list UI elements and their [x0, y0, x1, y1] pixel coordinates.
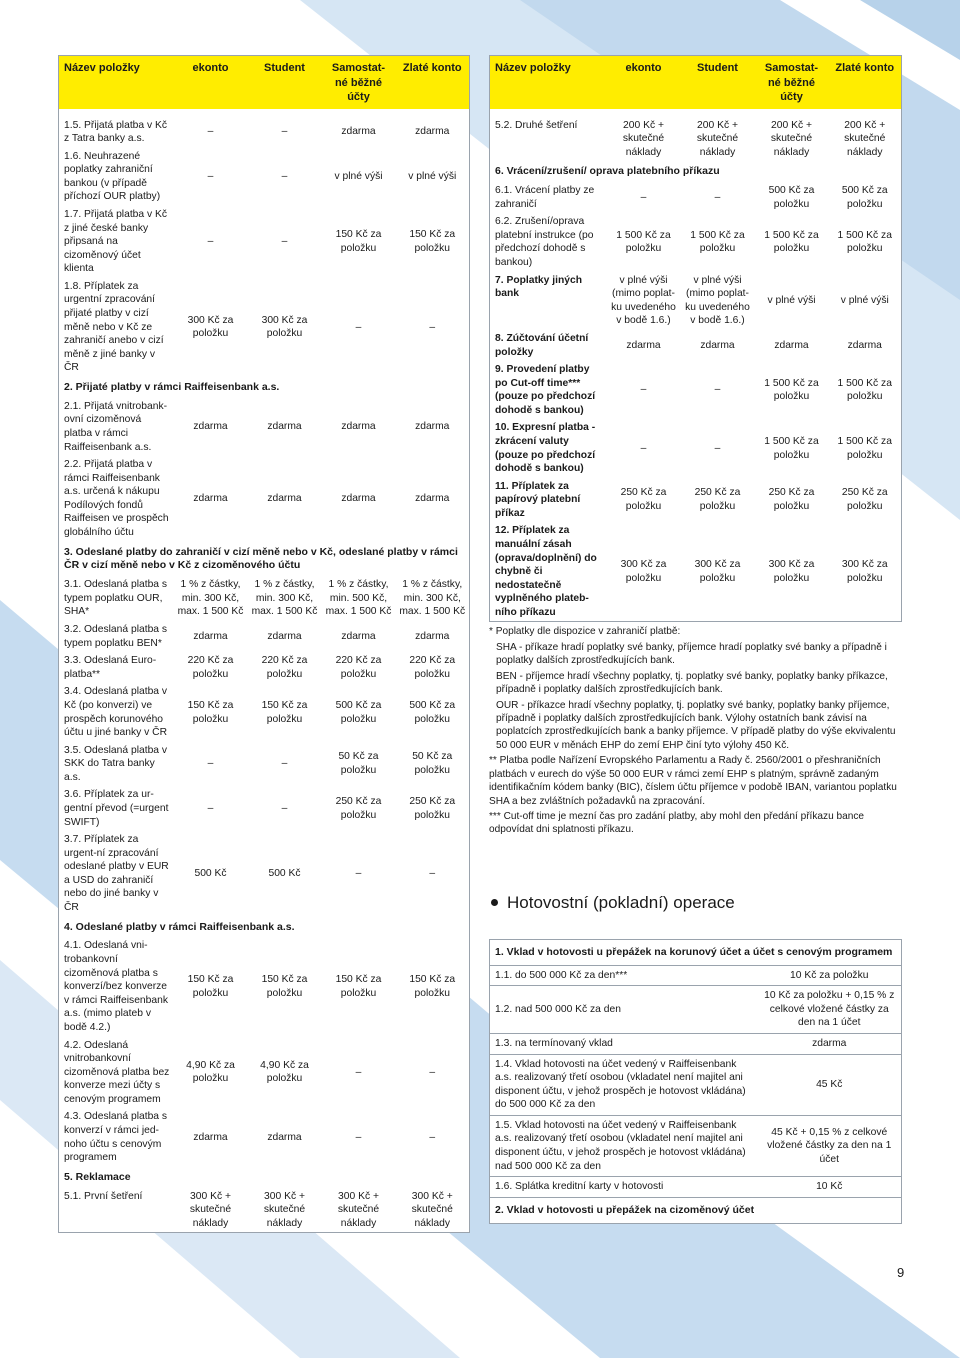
spacer-cell: [59, 109, 470, 117]
item-name: 3.7. Příplatek za urgent-ní zpracování odeslané platby v EUR a USD do zahraničí nebo do jiné banky v ČR: [64, 834, 169, 914]
table-row: [490, 272, 902, 330]
header-gold-account: Zlaté konto: [396, 56, 470, 109]
fee-value: 50 Kč za položku: [338, 751, 379, 777]
fee-value: –: [281, 802, 288, 814]
left-column: [58, 55, 469, 1233]
header-student: Student: [681, 56, 755, 109]
section-row: [490, 161, 902, 182]
fee-value: 250 Kč za položku: [335, 796, 382, 821]
fee-value: zdarma: [193, 1131, 228, 1143]
table-row: [59, 786, 470, 831]
fee-value: 200 Kč + skutečné náklady: [844, 119, 886, 158]
fee-value: –: [355, 1066, 362, 1078]
fee-value: 220 Kč za položku: [261, 655, 308, 680]
cash-section-1: [490, 939, 902, 965]
item-name: 3.2. Odeslaná platba s typem poplatku BEN*: [64, 624, 168, 649]
fee-value: –: [207, 758, 214, 770]
cash-item-fee: 10 Kč za položku + 0,15 % z celkové vložené částky za den na 1 účet: [758, 986, 902, 1034]
section-row: [59, 1167, 470, 1188]
fee-value: v plné výši: [408, 171, 457, 183]
fee-value: 250 Kč za položku: [409, 796, 456, 821]
fee-value: zdarma: [415, 421, 450, 433]
cash-row: [490, 1054, 902, 1115]
cash-item-fee: 45 Kč: [758, 1054, 902, 1115]
fee-value: zdarma: [341, 126, 376, 138]
section-title: 2. Přijaté platby v rámci Raiffeisenbank a.s.: [64, 380, 280, 393]
section-row: [59, 377, 470, 398]
fee-table-right: [489, 55, 902, 622]
fee-value: 1 % z částky, min. 300 Kč, max. 1 500 Kč: [177, 579, 244, 618]
item-name: 3.3. Odeslaná Euro-platba**: [64, 655, 157, 680]
header-item-name: Název položky: [490, 56, 607, 109]
fee-value: –: [429, 1131, 436, 1143]
cash-item-fee: 45 Kč + 0,15 % z celkové vložené částky za den na 1 účet: [758, 1115, 902, 1176]
item-name: 8. Zúčtování účetní položky: [495, 332, 589, 358]
fee-value: –: [281, 758, 288, 770]
item-name: 2.2. Přijatá platba v rámci Raiffeisenbank a.s. určená k nákupu Podílových fondů Raiffeisen ve prospěch globálního účtu: [64, 459, 169, 539]
item-name: 12. Příplatek za manuální zásah (oprava/doplnění) do chybně či nedostatečně vyplněného plateb-ního příkazu: [495, 525, 597, 618]
cash-item-name: 1.6. Splátka kreditní karty v hotovosti: [490, 1177, 758, 1198]
item-name: 5.2. Druhé šetření: [495, 119, 578, 131]
table-row: [59, 621, 470, 652]
fee-value: –: [640, 442, 647, 454]
fee-value: 300 Kč za položku: [187, 314, 234, 340]
table-row: [59, 1037, 470, 1109]
cash-row: [490, 965, 902, 986]
fee-value: 150 Kč za položku: [335, 974, 382, 999]
fee-value: –: [281, 171, 288, 183]
section-row: [59, 917, 470, 938]
item-name: 4.2. Odeslaná vnitrobankovní cizoměnová platba bez konverze mezi účty s cenovým programem: [64, 1039, 170, 1105]
fee-value: –: [207, 171, 214, 183]
fee-value: 300 Kč za položku: [261, 314, 308, 340]
item-name: 6.1. Vrácení platby ze zahraničí: [495, 185, 595, 210]
fee-value: zdarma: [415, 630, 450, 642]
item-name: 5.1. První šetření: [64, 1190, 143, 1202]
fee-value: zdarma: [193, 421, 228, 433]
cash-item-name: 1.4. Vklad hotovosti na účet vedený v Raiffeisenbank a.s. realizovaný třetí osobou (vkladatel není majitel ani disponent účtu, v jehož prospěch je hotovost vkládána) do 500 000 Kč za den: [490, 1054, 758, 1115]
fee-value: 50 Kč za položku: [412, 751, 453, 777]
cash-item-fee: 10 Kč: [758, 1177, 902, 1198]
fee-value: v plné výši: [767, 294, 816, 306]
table-row: [490, 330, 902, 361]
fee-value: 300 Kč + skutečné náklady: [263, 1190, 306, 1229]
fee-value: –: [207, 236, 214, 248]
fee-value: 200 Kč + skutečné náklady: [622, 119, 665, 158]
fee-value: 300 Kč za položku: [841, 559, 888, 584]
item-name: 1.7. Přijatá platba v Kč z jiné české banky připsaná na cizoměnový účet klienta: [64, 209, 168, 275]
item-name: 4.1. Odeslaná vni-trobankovní cizoměnová platba s konverzí/bez konverze v rámci Raiffeisenbank a.s. (mimo plateb v bodě 4.2.): [64, 940, 168, 1033]
fee-value: 1 500 Kč za položku: [690, 229, 745, 255]
bullet-icon: [491, 899, 498, 906]
fee-value: 250 Kč za položku: [620, 487, 667, 513]
fee-value: –: [640, 384, 647, 396]
header-ekonto: ekonto: [174, 56, 248, 109]
item-name: 7. Poplatky jiných bank: [495, 274, 582, 300]
fee-value: zdarma: [626, 339, 661, 351]
fee-value: zdarma: [341, 630, 376, 642]
table-row: [59, 742, 470, 787]
header-student: Student: [248, 56, 322, 109]
table-row: [490, 522, 902, 622]
cash-row: [490, 1177, 902, 1198]
fee-value: zdarma: [267, 630, 302, 642]
table-row: [59, 831, 470, 916]
item-name: 10. Expresní platba - zkrácení valuty (pouze po předchozí dohodě s bankou): [495, 422, 596, 475]
fee-value: 1 500 Kč za položku: [837, 229, 892, 255]
fee-value: 300 Kč + skutečné náklady: [189, 1190, 232, 1229]
table-row: [59, 576, 470, 621]
table-row: [59, 652, 470, 683]
cash-item-fee: 10 Kč za položku: [758, 965, 902, 986]
fee-value: v plné výši: [840, 294, 889, 306]
table-row: [59, 1108, 470, 1166]
fee-value: zdarma: [267, 493, 302, 505]
fee-value: 1 % z částky, min. 300 Kč, max. 1 500 Kč: [251, 579, 318, 618]
fee-value: 500 Kč za položku: [768, 185, 815, 210]
header-independent-accounts: Samostat- né běžné účty: [755, 56, 829, 109]
cash-section-1-title: 1. Vklad v hotovosti u přepážek na korunový účet a účet s cenovým programem: [490, 939, 902, 965]
footnote-3: *** Cut-off time je mezní čas pro zadání platby, aby mohl den předání příkazu bance odpovídat dni splatnosti příkazu.: [489, 810, 864, 836]
cash-section-2: [490, 1197, 902, 1223]
item-name: 1.6. Neuhrazené poplatky zahraniční bankou (v případě příchozí OUR platby): [64, 150, 161, 203]
footnote-1: * Poplatky dle dispozice v zahraničí platbě:: [489, 626, 681, 638]
section-title: 6. Vrácení/zrušení/ oprava platebního příkazu: [495, 165, 720, 178]
table-row: [59, 398, 470, 456]
item-name: 1.8. Příplatek za urgentní zpracování přijaté platby v cizí měně nebo v Kč ze zahraničí anebo v cizí měně z jiné banky v ČR: [64, 280, 164, 374]
fee-value: –: [355, 321, 362, 333]
table-row: [59, 1188, 470, 1233]
cash-table: [489, 939, 902, 1224]
fee-value: 500 Kč za položku: [335, 699, 382, 725]
fee-value: 250 Kč za položku: [768, 487, 815, 513]
table-row: [490, 361, 902, 419]
fee-table-left: [58, 55, 470, 1233]
section-title: 5. Reklamace: [64, 1170, 131, 1183]
fee-value: zdarma: [193, 493, 228, 505]
table-row: [59, 148, 470, 206]
item-name: 6.2. Zrušení/oprava platební instrukce (po předchozí dohodě s bankou): [495, 216, 594, 269]
page-number: 9: [897, 1265, 905, 1280]
fee-value: 150 Kč za položku: [261, 699, 308, 725]
cash-row: [490, 1115, 902, 1176]
cash-heading-text: Hotovostní (pokladní) operace: [507, 892, 735, 912]
fee-value: 1 500 Kč za položku: [764, 435, 819, 461]
fee-value: 150 Kč za položku: [335, 229, 382, 254]
fee-value: 250 Kč za položku: [841, 487, 888, 513]
fee-value: 1 500 Kč za položku: [837, 377, 892, 403]
table-row: [490, 182, 902, 213]
footnote-1-sha: SHA - příkaze hradí poplatky své banky, příjemce hradí poplatky své banky a případně i poplatky dalších zprostředkujících bank.: [496, 641, 887, 667]
fee-value: 4,90 Kč za položku: [260, 1059, 309, 1085]
cash-item-name: 1.1. do 500 000 Kč za den***: [490, 965, 758, 986]
fee-value: 150 Kč za položku: [409, 229, 456, 254]
fee-value: 220 Kč za položku: [335, 655, 382, 680]
fee-value: 300 Kč + skutečné náklady: [411, 1190, 453, 1229]
fee-value: –: [355, 1131, 362, 1143]
header-item-name: Název položky: [59, 56, 174, 109]
fee-value: 300 Kč + skutečné náklady: [337, 1190, 380, 1229]
item-name: 11. Příplatek za papírový platební příkaz: [495, 480, 581, 519]
table-row: [490, 419, 902, 477]
fee-value: –: [714, 384, 721, 396]
fee-value: 220 Kč za položku: [409, 655, 456, 680]
table-row: [59, 937, 470, 1036]
table-row: [490, 213, 902, 271]
item-name: 4.3. Odeslaná platba s konverzí v rámci jed-noho účtu s cenovým programem: [64, 1111, 168, 1164]
item-name: 2.1. Přijatá vnitrobank-ovní cizoměnová platba v rámci Raiffeisenbank a.s.: [64, 400, 168, 453]
spacer-row: [59, 109, 470, 117]
fee-value: zdarma: [341, 421, 376, 433]
header-ekonto: ekonto: [607, 56, 681, 109]
fee-value: v plné výši (mimo poplat-ku uvedeného v bodě 1.6.): [611, 274, 676, 327]
cash-row: [490, 986, 902, 1034]
cash-row: [490, 1033, 902, 1054]
fee-value: –: [207, 126, 214, 138]
fee-value: 500 Kč: [194, 868, 227, 880]
fee-value: 300 Kč za položku: [694, 559, 741, 584]
fee-value: –: [355, 868, 362, 880]
fee-value: 150 Kč za položku: [187, 974, 234, 999]
fee-value: v plné výši: [334, 171, 383, 183]
footnote-1-our: OUR - příkazce hradí všechny poplatky, tj. poplatky své banky, poplatky banky příjemce, případně i poplatky dalších zprostředkujících bank. Výlohy ostatních bank závisí na poplatcích zprostředkujících bank a banky příjemce. V případě platby do výše ekvivalentu 50 000 EUR v měnách EHP do zemí EHP činí tyto výlohy 450 Kč.: [496, 699, 896, 751]
fee-value: –: [714, 442, 721, 454]
item-name: 3.1. Odeslaná platba s typem poplatku OUR, SHA*: [64, 579, 168, 618]
fee-value: 220 Kč za položku: [187, 655, 234, 680]
fee-value: zdarma: [415, 126, 450, 138]
fee-value: –: [429, 868, 436, 880]
fee-value: –: [714, 191, 721, 203]
cash-section-2-title: 2. Vklad v hotovosti u přepážek na cizoměnový účet: [490, 1197, 902, 1223]
table-row: [59, 117, 470, 148]
fee-value: –: [429, 321, 436, 333]
section-title: 4. Odeslané platby v rámci Raiffeisenbank a.s.: [64, 920, 295, 933]
section-title: 3. Odeslané platby do zahraničí v cizí měně nebo v Kč, odeslané platby v rámci ČR v cizí měně nebo v Kč z cizoměnového účtu: [64, 545, 458, 572]
fee-value: –: [640, 191, 647, 203]
fee-value: zdarma: [267, 1131, 302, 1143]
fee-value: zdarma: [267, 421, 302, 433]
footnote-1-ben: BEN - příjemce hradí všechny poplatky, tj. poplatky své banky, poplatky banky příkazce, případně i poplatky dalších zprostředkujících bank.: [496, 670, 888, 696]
fee-value: 1 % z částky, min. 500 Kč, max. 1 500 Kč: [325, 579, 392, 618]
fee-value: 4,90 Kč za položku: [186, 1059, 235, 1085]
footnote-2: ** Platba podle Nařízení Evropského Parlamentu a Rady č. 2560/2001 o přeshraničních platbách v eurech do výše 50 000 EUR v rámci zemí EHP s platným, správně zadaným identifikačním kódem banky (BIC), číslem účtu příjemce v podobě IBAN, variantou poplatku SHA a bez zvláštních požadavků na zpracování.: [489, 755, 897, 807]
spacer-row: [490, 109, 902, 117]
fee-value: 150 Kč za položku: [409, 974, 456, 999]
table-header-row: [59, 56, 470, 109]
fee-value: 300 Kč za položku: [768, 559, 815, 584]
fee-value: zdarma: [415, 493, 450, 505]
section-row: [59, 542, 470, 577]
fee-value: 1 % z částky, min. 300 Kč, max. 1 500 Kč: [399, 579, 466, 618]
table-row: [59, 206, 470, 278]
table-row: [59, 683, 470, 741]
fee-value: zdarma: [847, 339, 882, 351]
fee-value: 300 Kč za položku: [620, 559, 667, 584]
fee-value: 250 Kč za položku: [694, 487, 741, 513]
fee-value: 150 Kč za položku: [187, 699, 234, 725]
fee-value: zdarma: [700, 339, 735, 351]
item-name: 9. Provedení platby po Cut-off time*** (pouze po předchozí dohodě s bankou): [495, 364, 596, 416]
item-name: 3.6. Příplatek za ur-gentní převod (=urgent SWIFT): [64, 789, 169, 828]
table-header-row: [490, 56, 902, 109]
item-name: 3.4. Odeslaná platba v Kč (po konverzi) ve prospěch korunového účtu u jiné banky v ČR: [64, 686, 168, 739]
fee-value: –: [207, 802, 214, 814]
fee-value: zdarma: [341, 493, 376, 505]
fee-value: –: [281, 126, 288, 138]
fee-value: 200 Kč + skutečné náklady: [770, 119, 813, 158]
cash-item-name: 1.5. Vklad hotovosti na účet vedený v Raiffeisenbank a.s. realizovaný třetí osobou (vkladatel není majitel ani disponent účtu, v jehož prospěch je hotovost vkládána) nad 500 000 Kč za den: [490, 1115, 758, 1176]
item-name: 1.5. Přijatá platba v Kč z Tatra banky a.s.: [64, 119, 168, 145]
header-gold-account: Zlaté konto: [829, 56, 902, 109]
item-name: 3.5. Odeslaná platba v SKK do Tatra banky a.s.: [64, 744, 168, 783]
table-row: [490, 117, 902, 162]
table-row: [490, 478, 902, 523]
fee-value: –: [429, 1066, 436, 1078]
fee-value: 500 Kč za položku: [841, 185, 888, 210]
fee-value: 1 500 Kč za položku: [837, 435, 892, 461]
cash-item-fee: zdarma: [758, 1033, 902, 1054]
fee-value: 1 500 Kč za položku: [764, 377, 819, 403]
fee-value: zdarma: [193, 630, 228, 642]
fee-value: –: [281, 236, 288, 248]
fee-value: 500 Kč za položku: [409, 699, 456, 725]
table-row: [59, 278, 470, 377]
footnotes: [489, 625, 901, 836]
fee-value: 1 500 Kč za položku: [764, 229, 819, 255]
right-column: [489, 55, 901, 1224]
cash-item-name: 1.2. nad 500 000 Kč za den: [490, 986, 758, 1034]
fee-value: 1 500 Kč za položku: [616, 229, 671, 255]
header-independent-accounts: Samostat- né běžné účty: [322, 56, 396, 109]
fee-value: 500 Kč: [268, 868, 301, 880]
table-row: [59, 456, 470, 541]
fee-value: 200 Kč + skutečné náklady: [696, 119, 739, 158]
cash-item-name: 1.3. na termínovaný vklad: [490, 1033, 758, 1054]
cash-operations-heading: [489, 893, 901, 913]
fee-value: v plné výši (mimo poplat-ku uvedeného v bodě 1.6.): [685, 274, 750, 327]
spacer-cell: [490, 109, 902, 117]
fee-value: 150 Kč za položku: [261, 974, 308, 999]
fee-value: zdarma: [774, 339, 809, 351]
